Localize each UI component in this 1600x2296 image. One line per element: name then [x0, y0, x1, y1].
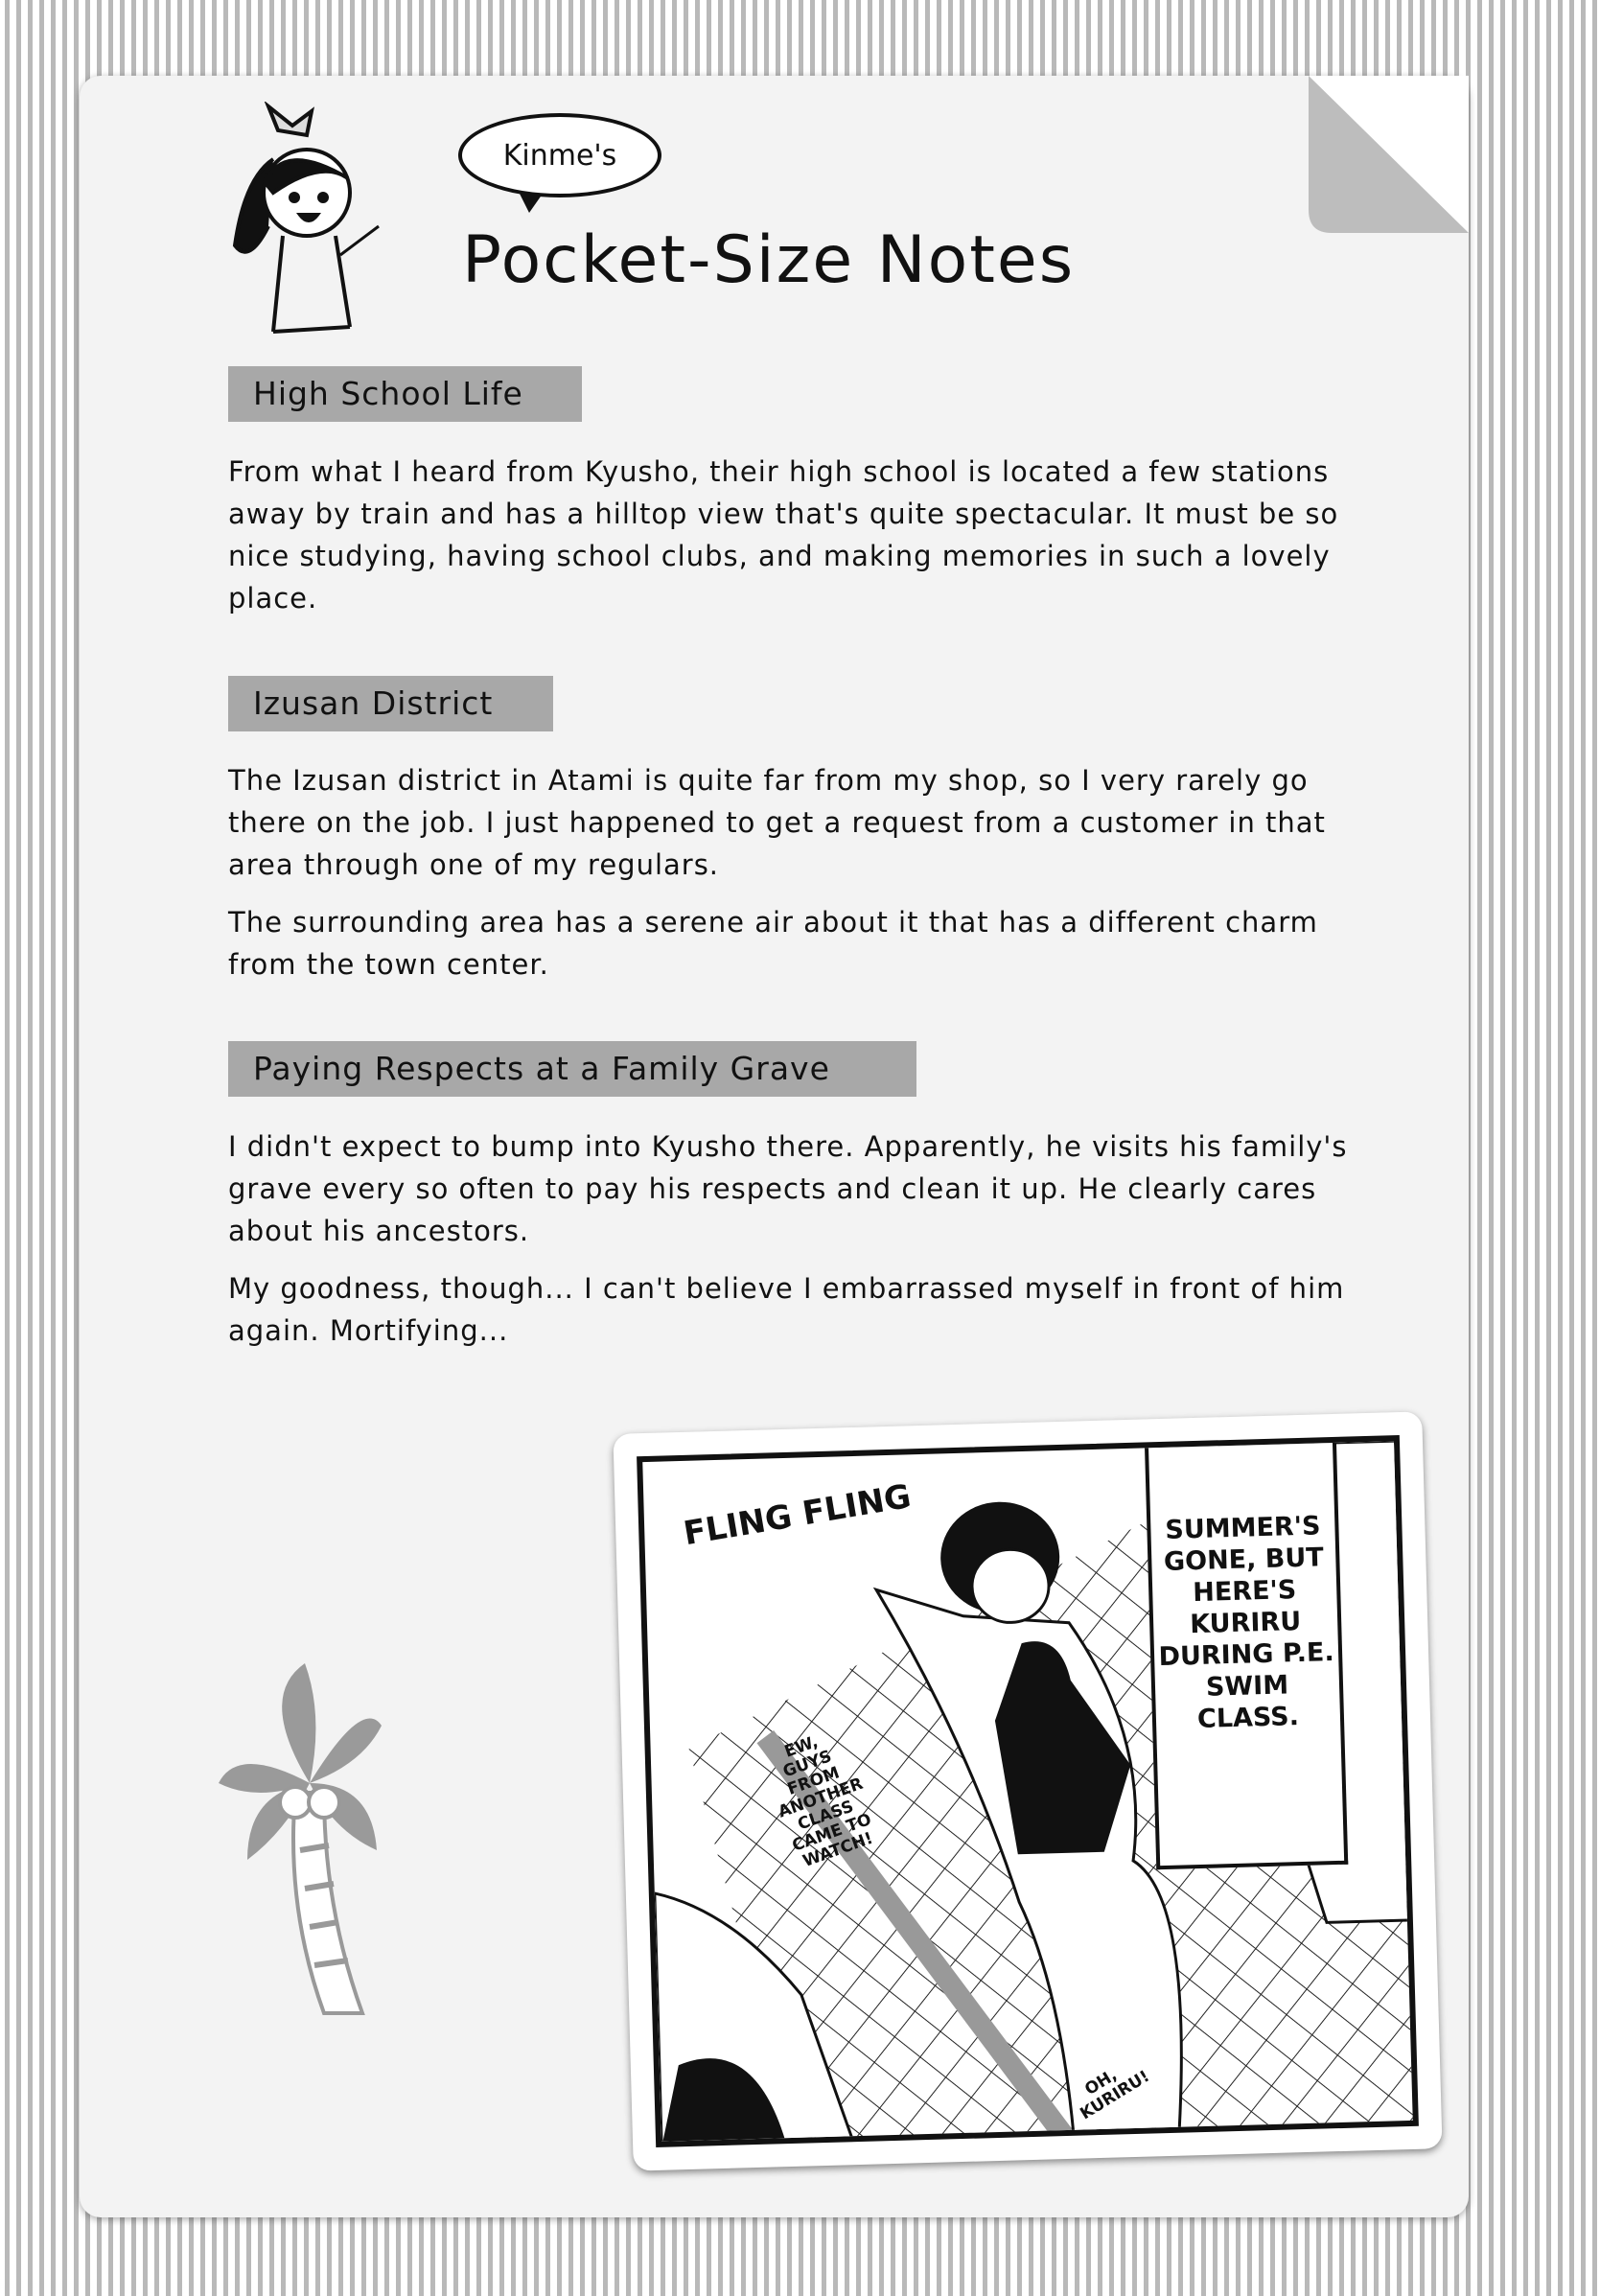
section-label-high-school: High School Life — [228, 366, 582, 422]
section-label-family-grave: Paying Respects at a Family Grave — [228, 1041, 916, 1097]
section-paragraph: The Izusan district in Atami is quite far from my shop, so I very rarely go there on the job. I just happened to get a request from a customer in that area through one of my regulars. — [228, 764, 1326, 881]
section-label-izusan: Izusan District — [228, 676, 553, 731]
speech-text-right: OH, KURIRU! — [1077, 2065, 1153, 2124]
manga-panel — [613, 1411, 1442, 2170]
section-paragraph: From what I heard from Kyusho, their high school is located a few stations away by train and has a hilltop view that's quite spectacular. It must be so nice studying, having school clubs, and making memories in such a lovely place. — [228, 455, 1339, 615]
page-corner-fold — [1309, 76, 1469, 233]
bubble-text: Kinme's — [502, 138, 617, 173]
page-title: Pocket-Size Notes — [462, 222, 1076, 298]
section-paragraph: The surrounding area has a serene air about it that has a different charm from the town center. — [228, 906, 1318, 981]
section-paragraph: I didn't expect to bump into Kyusho there. Apparently, he visits his family's grave every so often to pay his respects and clean it up. He clearly cares about his ancestors. — [228, 1130, 1348, 1247]
kinme-mascot-icon — [216, 102, 383, 341]
kinme-speech-bubble — [458, 113, 661, 197]
caption-text: SUMMER'S GONE, BUT HERE'S KURIRU DURING P.E. SWIM CLASS. — [1158, 1511, 1335, 1735]
palm-tree-icon — [219, 1658, 382, 2023]
caption-box — [1145, 1443, 1348, 1869]
speech-text-left: EW, GUYS FROM ANOTHER CLASS CAME TO WATCH! — [776, 1732, 876, 1871]
section-paragraph: My goodness, though... I can't believe I embarrassed myself in front of him again. Mortifying... — [228, 1272, 1345, 1347]
sound-effect-text: FLING FLING — [681, 1476, 915, 1554]
